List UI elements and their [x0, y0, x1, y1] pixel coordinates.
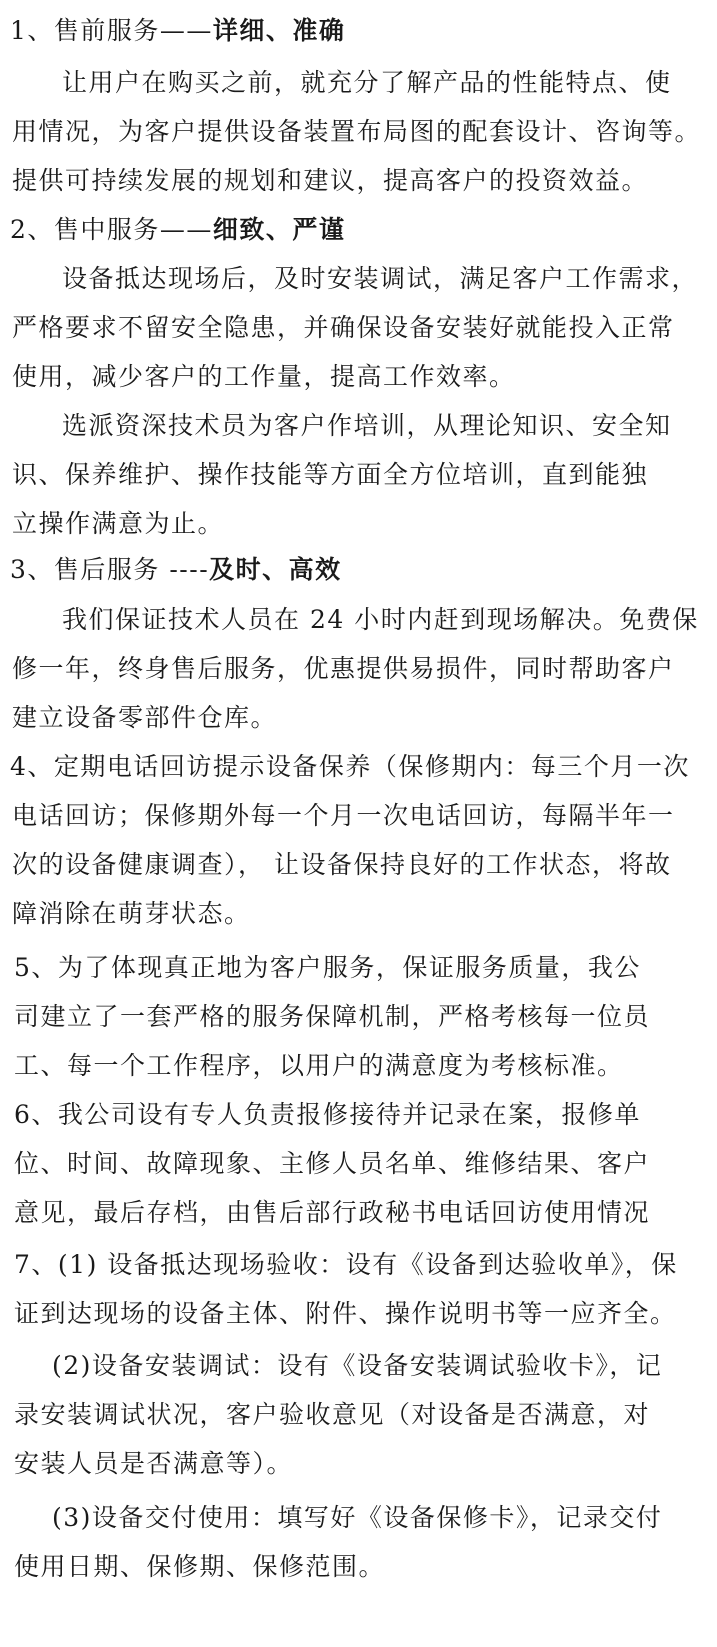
section-1-heading [10, 14, 345, 48]
section-3-heading [10, 553, 342, 587]
paragraph-line: 4、定期电话回访提示设备保养（保修期内：每三个月一次 [10, 752, 690, 781]
paragraph-line: 5、为了体现真正地为客户服务，保证服务质量，我公 [14, 953, 641, 982]
paragraph-line: 7、(1) 设备抵达现场验收：设有《设备到达验收单》，保 [14, 1250, 678, 1279]
section-title: 售中服务—— [53, 215, 213, 244]
paragraph-line: 设备抵达现场后，及时安装调试，满足客户工作需求， [62, 264, 699, 293]
paragraph-line: 证到达现场的设备主体、附件、操作说明书等一应齐全。 [14, 1299, 677, 1328]
paragraph-line: 次的设备健康调查）， 让设备保持良好的工作状态，将故 [12, 850, 672, 879]
paragraph-line: 位、时间、故障现象、主修人员名单、维修结果、客户 [14, 1149, 651, 1178]
section-number: 3、 [10, 555, 54, 584]
section-number: 1、 [10, 16, 54, 45]
paragraph-line: 录安装调试状况，客户验收意见（对设备是否满意，对 [14, 1400, 651, 1429]
paragraph-line: 识、保养维护、操作技能等方面全方位培训，直到能独 [12, 460, 649, 489]
paragraph-line: 用情况，为客户提供设备装置布局图的配套设计、咨询等。 [12, 117, 702, 146]
paragraph-line: 选派资深技术员为客户作培训，从理论知识、安全知 [62, 411, 672, 440]
paragraph-line: 电话回访；保修期外每一个月一次电话回访，每隔半年一 [12, 801, 675, 830]
section-2-heading [10, 213, 345, 247]
paragraph-line: 提供可持续发展的规划和建议，提高客户的投资效益。 [12, 166, 649, 195]
paragraph-line: 工、每一个工作程序，以用户的满意度为考核标准。 [14, 1051, 624, 1080]
paragraph-line: 建立设备零部件仓库。 [12, 703, 278, 732]
paragraph-line: 让用户在购买之前，就充分了解产品的性能特点、使 [62, 68, 672, 97]
section-title: 售后服务 ---- [53, 555, 210, 584]
paragraph-line: 严格要求不留安全隐患，并确保设备安装好就能投入正常 [12, 313, 675, 342]
paragraph-line: (2)设备安装调试：设有《设备安装调试验收卡》，记 [52, 1351, 663, 1380]
paragraph-line: (3)设备交付使用：填写好《设备保修卡》，记录交付 [52, 1503, 663, 1532]
paragraph-line: 司建立了一套严格的服务保障机制，严格考核每一位员 [14, 1002, 651, 1031]
section-emphasis: 细致、严谨 [212, 215, 346, 244]
paragraph-line: 安装人员是否满意等）。 [14, 1449, 294, 1478]
paragraph-line: 6、我公司设有专人负责报修接待并记录在案，报修单 [14, 1100, 641, 1129]
paragraph-line: 使用，减少客户的工作量，提高工作效率。 [12, 362, 516, 391]
section-number: 2、 [10, 215, 54, 244]
section-emphasis: 详细、准确 [212, 16, 346, 45]
paragraph-line: 立操作满意为止。 [12, 509, 225, 538]
paragraph-line: 障消除在萌芽状态。 [12, 899, 251, 928]
paragraph-line: 我们保证技术人员在 24 小时内赶到现场解决。免费保 [62, 605, 699, 634]
paragraph-line: 使用日期、保修期、保修范围。 [14, 1552, 386, 1581]
section-emphasis: 及时、高效 [209, 555, 342, 584]
paragraph-line: 意见，最后存档，由售后部行政秘书电话回访使用情况 [14, 1198, 651, 1227]
paragraph-line: 修一年，终身售后服务，优惠提供易损件，同时帮助客户 [12, 654, 675, 683]
section-title: 售前服务—— [53, 16, 213, 45]
